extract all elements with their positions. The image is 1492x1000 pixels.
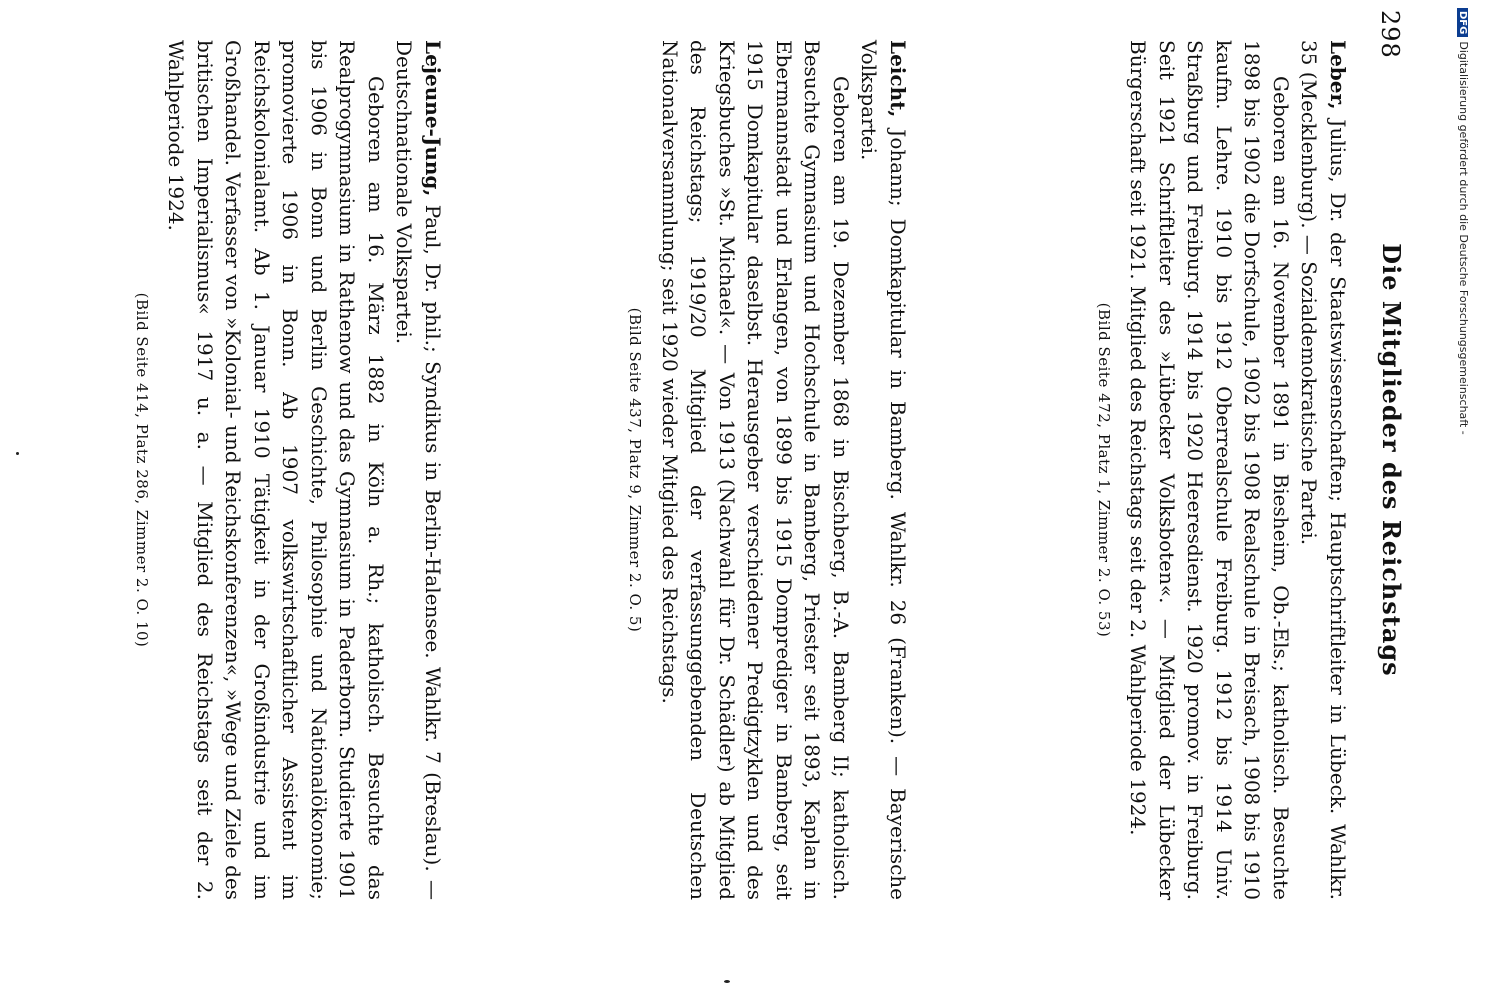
dfg-logo: DFG [1457,8,1468,37]
running-header [1372,0,1412,920]
scan-speck [16,452,19,455]
entry-name: Leber, [1326,40,1350,110]
entry-leber [1090,40,1353,900]
scan-speck [724,980,730,983]
entry-intro: Paul, Dr. phil.; Syndikus in Berlin-Halensee. Wahlkr. 7 (Breslau). — Deutschnationale Volkspartei. [392,40,445,901]
entry-name: Lejeune-Jung, [421,40,445,197]
entry-caption: (Bild Seite 414, Platz 286, Zimmer 2. O. 10) [133,292,151,648]
entry-body: Geboren am 19. Dezember 1868 in Bischberg, B.-A. Bamberg II; katholisch. Besuchte Gymnasium und Hochschule in Bamberg, Priester seit 1893, Kaplan in Ebermannstadt und Erlangen, von 1899 bis 1915 Domprediger in Bamberg, seit 1915 Domkapitular daselbst. Herausgeber verschiedener Predigtzyklen und des Kriegsbuches »St. Michael«. — Von 1913 (Nachwahl für Dr. Schädler) ab Mitglied des Reichstags; 1919/20 Mitglied der verfassunggebenden Deutschen Nationalversammlung; seit 1920 wieder Mitglied des Reichstags. [658,40,853,900]
page-title: Die Mitglieder des Reichstags [1377,243,1406,677]
rotated-page-content [32,0,1432,920]
entry-body: Geboren am 16. November 1891 in Biesheim, Ob.-Els.; katholisch. Besuchte 1898 bis 1902 die Dorfschule, 1902 bis 1908 Realschule in Breisach, 1908 bis 1910 kaufm. Lehre. 1910 bis 1912 Oberrealschule Freiburg. 1912 bis 1914 Univ. Straßburg und Freiburg. 1914 bis 1920 Heeresdienst. 1920 promov. in Freiburg. Seit 1921 Schriftleiter des »Lübecker Volksboten«. — Mitglied der Lübecker Bürgerschaft seit 1921. Mitglied des Reichstags seit der 2. Wahlperiode 1924. [1126,40,1293,900]
page-number: 298 [1376,10,1404,59]
entry-caption: (Bild Seite 472, Platz 1, Zimmer 2. O. 53) [1095,302,1113,638]
entry-intro: Julius, Dr. der Staatswissenschaften; Hauptschriftleiter in Lübeck. Wahlkr. 35 (Mecklenburg). — Sozialdemokratische Partei. [1297,40,1350,900]
entry-caption: (Bild Seite 437, Platz 9, Zimmer 2. O. 5) [626,307,645,633]
entry-leicht [621,40,912,900]
entry-lejeune-jung [128,40,448,900]
entry-intro: Johann; Domkapitular in Bamberg. Wahlkr. 26 (Franken). — Bayerische Volkspartei. [857,40,910,900]
credit-text: Digitalisierung gefördert durch die Deutsche Forschungsgemeinschaft - [1457,41,1470,435]
entry-body: Geboren am 16. März 1882 in Köln a. Rh.; katholisch. Besuchte das Realprogymnasium in Rathenow und das Gymnasium in Paderborn. Studierte 1901 bis 1906 in Bonn und Berlin Geschichte, Philosophie und Nationalökonomie; promovierte 1906 in Bonn. Ab 1907 volkswirtschaftlicher Assistent im Reichskolonialamt. Ab 1. Januar 1910 Tätigkeit in der Großindustrie und im Großhandel. Verfasser von »Kolonial- und Reichskonferenzen«, »Wege und Ziele des britischen Imperialismus« 1917 u. a. — Mitglied des Reichstags seit der 2. Wahlperiode 1924. [164,40,388,900]
digitization-credit [1452,8,1470,435]
entry-name: Leicht, [886,40,910,118]
